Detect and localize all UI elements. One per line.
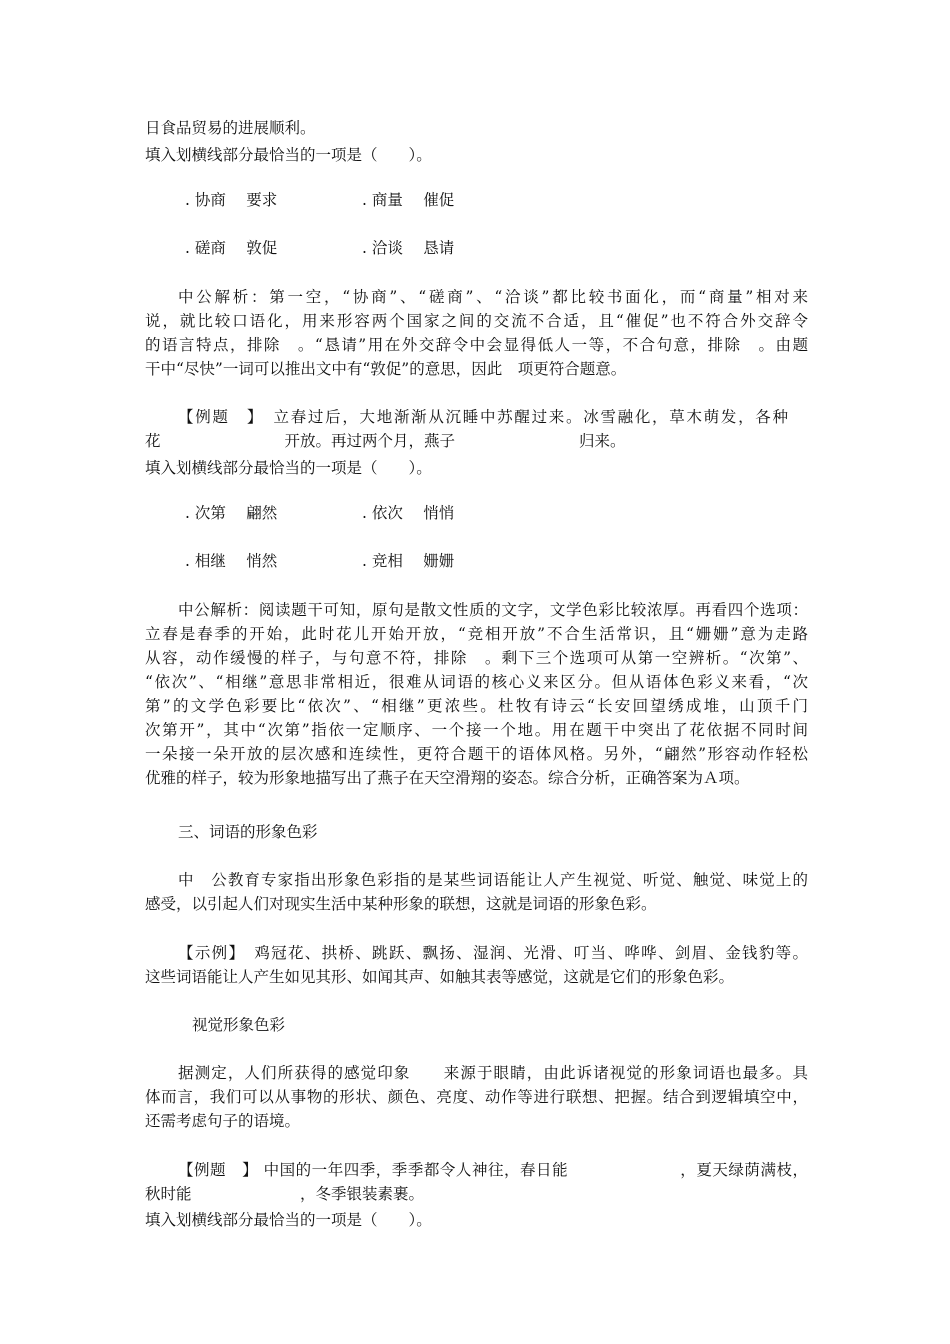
analysis-line: “依次”、“相继”意思非常相近，很难从词语的核心义来区分。但从语体色彩义来看，“次 — [145, 673, 808, 691]
body-line: 中 公教育专家指出形象色彩指的是某些词语能让人产生视觉、听觉、触觉、味觉上的 — [178, 871, 808, 889]
section-heading: 三、词语的形象色彩 — [178, 823, 318, 841]
option-b: . 商量 催促 — [362, 191, 455, 209]
option-d: . 竞相 姗姗 — [362, 552, 455, 570]
example-line: 花 开放。再过两个月，燕子 归来。 — [145, 432, 626, 450]
text-line: 日食品贸易的进展顺利。 — [145, 119, 316, 137]
example-heading: 【例题 】 中国的一年四季，季季都令人神往，春日能 ，夏天绿荫满枝， — [178, 1161, 808, 1179]
option-c: . 磋商 敦促 — [185, 239, 278, 257]
analysis-line: 次第开”，其中“次第”指依一定顺序、一个接一个地。用在题干中突出了花依据不同时间 — [145, 721, 808, 739]
question-prompt: 填入划横线部分最恰当的一项是（ ）。 — [145, 1211, 432, 1229]
question-prompt: 填入划横线部分最恰当的一项是（ ）。 — [145, 459, 432, 477]
analysis-line: 优雅的样子，较为形象地描写出了燕子在天空滑翔的姿态。综合分析，正确答案为Ａ项。 — [145, 769, 750, 787]
analysis-line: 立春是春季的开始，此时花儿开始开放，“竞相开放”不合生活常识，且“姗姗”意为走路 — [145, 625, 808, 643]
option-c: . 相继 悄然 — [185, 552, 278, 570]
example-heading: 【例题 】 立春过后，大地渐渐从沉睡中苏醒过来。冰雪融化，草木萌发，各种 — [178, 408, 788, 426]
analysis-line: 中公解析：阅读题干可知，原句是散文性质的文字，文学色彩比较浓厚。再看四个选项： — [178, 601, 808, 619]
subsection-heading: 视觉形象色彩 — [192, 1016, 286, 1034]
analysis-line: 说，就比较口语化，用来形容两个国家之间的交流不合适，且“催促”也不符合外交辞令 — [145, 312, 808, 330]
body-line: 还需考虑句子的语境。 — [145, 1112, 301, 1130]
question-prompt: 填入划横线部分最恰当的一项是（ ）。 — [145, 146, 432, 164]
body-line: 体而言，我们可以从事物的形状、颜色、亮度、动作等进行联想、把握。结合到逻辑填空中， — [145, 1088, 808, 1106]
analysis-line: 第”的文学色彩要比“依次”、“相继”更浓些。杜牧有诗云“长安回望绣成堆，山顶千门 — [145, 697, 808, 715]
analysis-line: 干中“尽快”一词可以推出文中有“敦促”的意思，因此 项更符合题意。 — [145, 360, 627, 378]
body-line: 据测定，人们所获得的感觉印象 来源于眼睛，由此诉诸视觉的形象词语也最多。具 — [178, 1064, 808, 1082]
example-heading: 【示例】 鸡冠花、拱桥、跳跃、飘扬、湿润、光滑、叮当、哗哗、剑眉、金钱豹等。 — [178, 944, 808, 962]
body-line: 这些词语能让人产生如见其形、如闻其声、如触其表等感觉，这就是它们的形象色彩。 — [145, 968, 735, 986]
option-a: . 次第 翩然 — [185, 504, 278, 522]
body-line: 感受，以引起人们对现实生活中某种形象的联想，这就是词语的形象色彩。 — [145, 895, 657, 913]
example-line: 秋时能 ，冬季银装素裹。 — [145, 1185, 425, 1203]
option-a: . 协商 要求 — [185, 191, 278, 209]
analysis-line: 的语言特点，排除 。“恳请”用在外交辞令中会显得低人一等，不合句意，排除 。由题 — [145, 336, 808, 354]
analysis-line: 一朵接一朵开放的层次感和连续性，更符合题干的语体风格。另外，“翩然”形容动作轻松 — [145, 745, 808, 763]
option-b: . 依次 悄悄 — [362, 504, 455, 522]
analysis-line: 从容，动作缓慢的样子，与句意不符，排除 。剩下三个选项可从第一空辨析。“次第”、 — [145, 649, 808, 667]
analysis-line: 中公解析：第一空，“协商”、“磋商”、“洽谈”都比较书面化，而“商量”相对来 — [178, 288, 808, 306]
option-d: . 洽谈 恳请 — [362, 239, 455, 257]
